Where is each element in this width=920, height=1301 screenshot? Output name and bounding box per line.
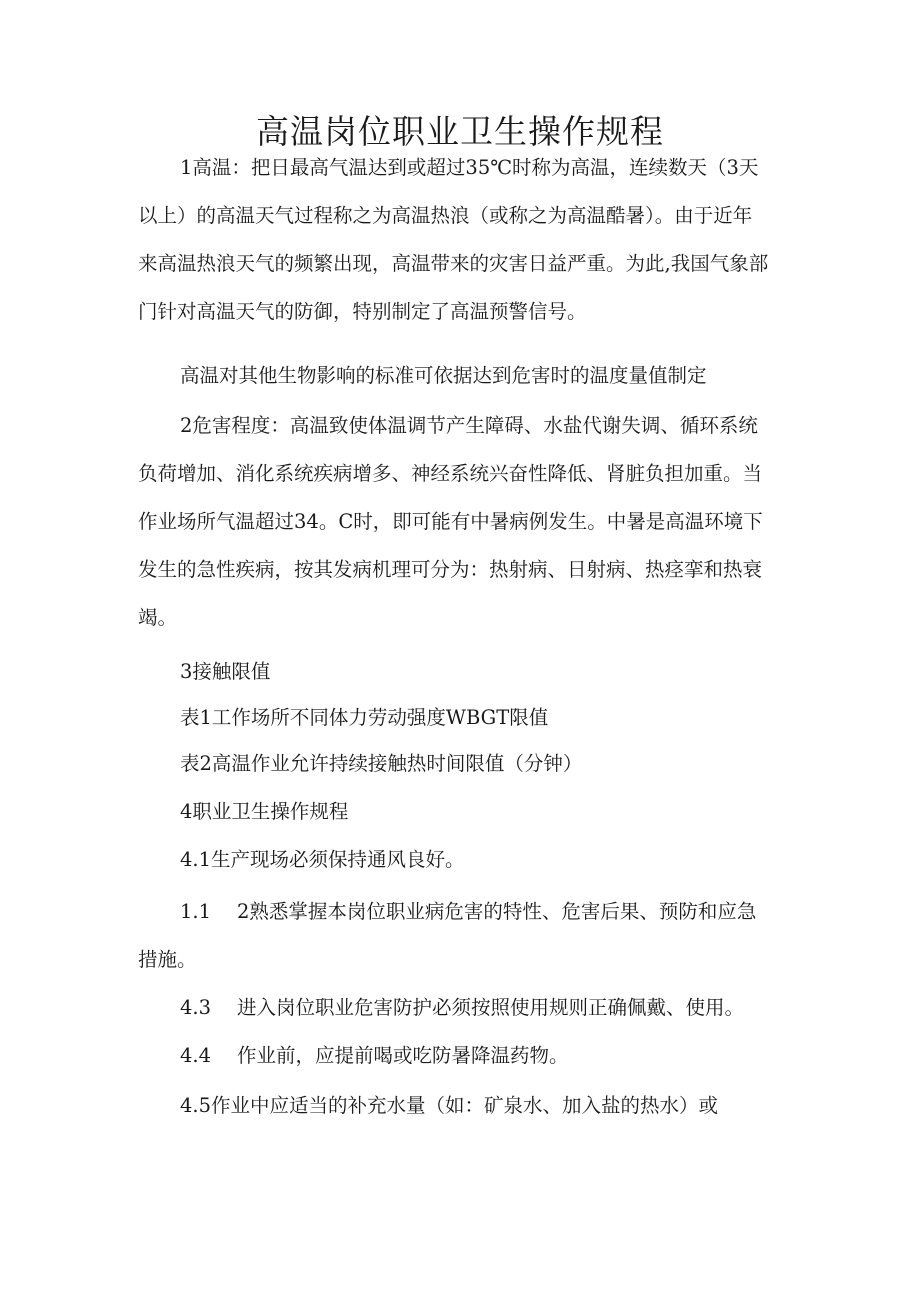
heading-exposure-limits: 3接触限值: [180, 660, 271, 683]
rule-4-4: [138, 1032, 788, 1080]
text-line: 发生的急性疾病，按其发病机理可分为：热射病、日射病、热痉挛和热衰: [138, 558, 763, 581]
text-line: 来高温热浪天气的频繁出现，高温带来的灾害日益严重。为此,我国气象部: [138, 252, 769, 275]
rule-text: 进入岗位职业危害防护必须按照使用规则正确佩戴、使用。: [237, 996, 745, 1019]
rule-number: 4.4: [180, 1044, 212, 1067]
rule-number: 1.1: [180, 900, 212, 923]
paragraph-hazard-degree: [138, 402, 788, 642]
rule-4-1: 4.1生产现场必须保持通风良好。: [180, 848, 465, 871]
text-line: 门针对高温天气的防御，特别制定了高温预警信号。: [138, 300, 587, 323]
document-title: 高温岗位职业卫生操作规程: [256, 112, 664, 151]
rule-number: 4.3: [180, 996, 212, 1019]
paragraph-biological-standard: 高温对其他生物影响的标准可依据达到危害时的温度量值制定: [180, 364, 707, 387]
heading-operating-procedure: 4职业卫生操作规程: [180, 800, 349, 823]
text-line: 1高温：把日最高气温达到或超过35℃时称为高温，连续数天（3天: [180, 156, 759, 179]
table-1-caption: 表1工作场所不同体力劳动强度WBGT限值: [180, 706, 549, 729]
rule-4-5: 4.5作业中应适当的补充水量（如：矿泉水、加入盐的热水）或: [180, 1094, 719, 1117]
text-line: 竭。: [138, 606, 178, 629]
text-line: 措施。: [138, 948, 197, 971]
text-line: 作业场所气温超过34。C时，即可能有中暑病例发生。中暑是高温环境下: [138, 510, 763, 533]
text-line: 以上）的高温天气过程称之为高温热浪（或称之为高温酷暑）。由于近年: [138, 204, 753, 227]
rule-text: 作业前，应提前喝或吃防暑降温药物。: [237, 1044, 569, 1067]
text-line: [138, 888, 788, 936]
rule-4-3: [138, 984, 788, 1032]
paragraph-high-temperature-definition: [138, 144, 788, 336]
rule-text: 2熟悉掌握本岗位职业病危害的特性、危害后果、预防和应急: [237, 900, 757, 923]
text-line: 2危害程度：高温致使体温调节产生障碍、水盐代谢失调、循环系统: [180, 414, 758, 437]
text-line: 负荷增加、消化系统疾病增多、神经系统兴奋性降低、肾脏负担加重。当: [138, 462, 763, 485]
rule-4-2: [138, 888, 788, 984]
table-2-caption: 表2高温作业允许持续接触热时间限值（分钟）: [180, 752, 583, 775]
